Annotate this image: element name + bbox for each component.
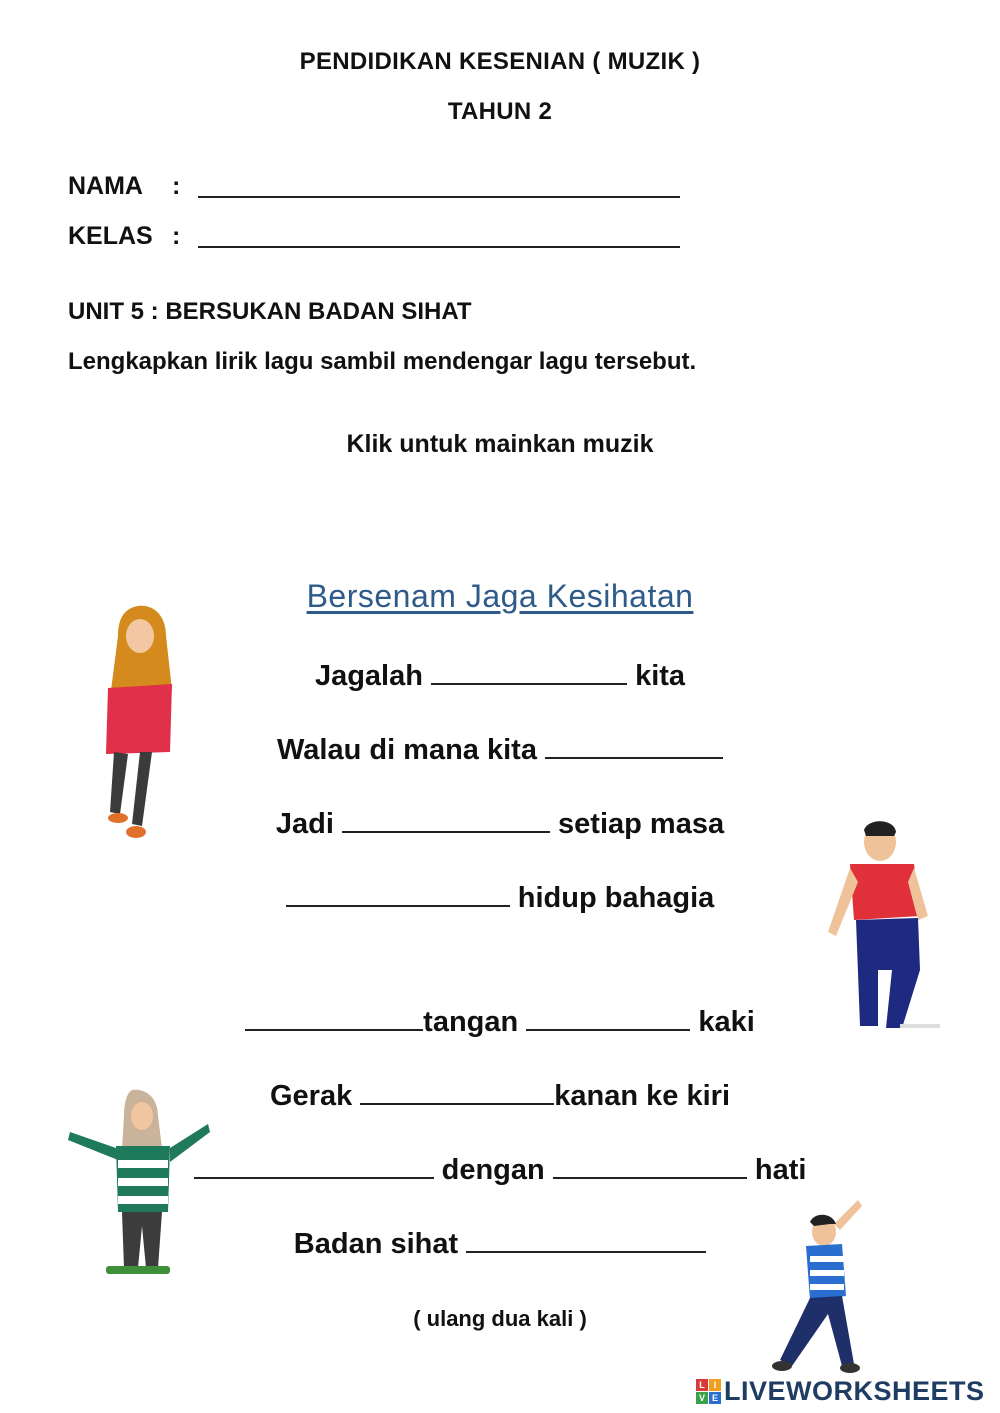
lyric-blank-4[interactable]: [286, 883, 510, 907]
class-label: KELAS: [68, 222, 153, 250]
logo-letter: V: [696, 1392, 708, 1404]
lyric-blank-10[interactable]: [466, 1229, 706, 1253]
lyric-text: kita: [635, 660, 686, 692]
lyric-text: Gerak: [269, 1080, 353, 1112]
logo-letter: L: [696, 1379, 708, 1391]
lyric-text: Jadi: [275, 808, 334, 840]
subject-heading: PENDIDIKAN KESENIAN ( MUZIK ): [299, 48, 701, 75]
lyric-text: kaki: [698, 1006, 755, 1038]
lyric-text: dengan: [441, 1154, 545, 1186]
lyric-blank-5[interactable]: [245, 1007, 423, 1031]
liveworksheets-logo: [696, 1376, 985, 1407]
lyric-text: tangan: [423, 1006, 519, 1038]
lyric-text: Badan sihat: [293, 1228, 459, 1260]
song-title: Bersenam Jaga Kesihatan: [306, 578, 694, 614]
girl-stretching-illustration: [66, 1086, 212, 1278]
repeat-note: ( ulang dua kali ): [413, 1306, 587, 1331]
lyric-text: setiap masa: [558, 808, 725, 840]
lyric-blank-7[interactable]: [360, 1081, 554, 1105]
lyric-blank-8[interactable]: [194, 1155, 434, 1179]
lyric-blank-9[interactable]: [553, 1155, 747, 1179]
lyric-text: hati: [754, 1154, 807, 1186]
logo-letter: I: [709, 1379, 721, 1391]
name-label: NAMA: [68, 172, 143, 200]
lyric-text: Walau di mana kita: [276, 734, 537, 766]
name-input-line[interactable]: [198, 196, 680, 198]
brand-name: LIVEWORKSHEETS: [724, 1376, 985, 1406]
class-input-line[interactable]: [198, 246, 680, 248]
lyric-blank-3[interactable]: [342, 809, 550, 833]
liveworksheets-icon: [696, 1379, 721, 1404]
lyric-blank-1[interactable]: [431, 661, 627, 685]
unit-heading: UNIT 5 : BERSUKAN BADAN SIHAT: [68, 298, 472, 325]
name-colon: :: [172, 172, 181, 200]
boy-stretching-illustration: [770, 1196, 866, 1376]
instruction-text: Lengkapkan lirik lagu sambil mendengar lagu tersebut.: [68, 348, 697, 375]
lyric-blank-6[interactable]: [526, 1007, 690, 1031]
lyric-text: kanan ke kiri: [554, 1080, 730, 1112]
class-colon: :: [172, 222, 181, 250]
lyric-blank-2[interactable]: [545, 735, 723, 759]
year-heading: TAHUN 2: [447, 98, 553, 125]
play-music-link[interactable]: Klik untuk mainkan muzik: [346, 430, 654, 458]
boy-red-shirt-illustration: [820, 820, 945, 1032]
lyric-text: Jagalah: [314, 660, 423, 692]
girl-hijab-illustration: [96, 602, 186, 842]
logo-letter: E: [709, 1392, 721, 1404]
lyric-text: hidup bahagia: [517, 882, 715, 914]
